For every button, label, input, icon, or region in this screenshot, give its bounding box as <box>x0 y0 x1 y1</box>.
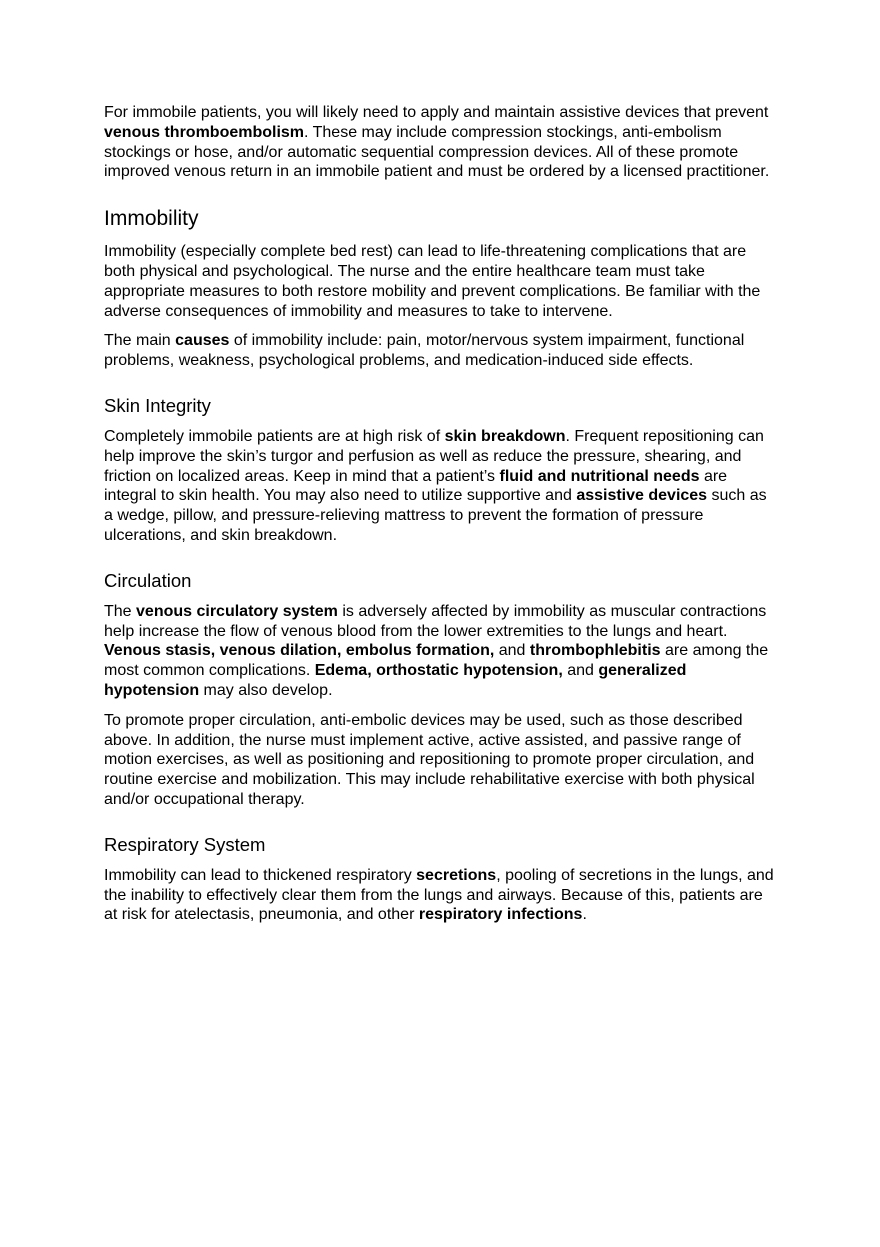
document-page <box>104 103 776 935</box>
bold-term: venous thromboembolism <box>104 123 305 141</box>
bold-term: fluid and nutritional needs <box>499 467 700 485</box>
bold-term: assistive devices <box>576 487 708 505</box>
bold-term: Edema, orthostatic hypotension, <box>314 662 563 680</box>
bold-term: generalized hypotension <box>104 662 687 699</box>
respiratory-paragraph: Immobility can lead to thickened respiratory secretions, pooling of secretions in the lungs, and the inability to effectively clear them from the lungs and airways. Because of this, patients are at risk for atelectasis, pneumonia, and other respiratory infections. <box>104 866 774 924</box>
section-heading-circulation: Circulation <box>104 569 192 591</box>
bold-term: venous circulatory system <box>136 602 338 620</box>
section-heading-skin-integrity: Skin Integrity <box>104 394 211 416</box>
section-heading-immobility: Immobility <box>104 207 199 231</box>
bold-term: secretions <box>416 866 497 884</box>
bold-term: respiratory infections <box>418 906 583 924</box>
immobility-paragraph-1: Immobility (especially complete bed rest) can lead to life-threatening complications that are both physical and psychological. The nurse and the entire healthcare team must take appropriate measures to both restore mobility and prevent complications. Be familiar with the adverse consequences of immobility and measures to take to intervene. <box>104 243 761 320</box>
bold-term: Venous stasis, venous dilation, embolus formation, <box>104 642 495 660</box>
circulation-paragraph-1: The venous circulatory system is adversely affected by immobility as muscular contractions help increase the flow of venous blood from the lower extremities to the lungs and heart. Venous stasis, venous dilation, embolus formation, and thrombophlebitis are among the most common complications. Edema, orthostatic hypotension, and generalized hypotension may also develop. <box>104 602 769 699</box>
section-heading-respiratory-system: Respiratory System <box>104 833 266 855</box>
skin-integrity-paragraph: Completely immobile patients are at high risk of skin breakdown. Frequent repositioning can help improve the skin’s turgor and perfusion as well as reduce the pressure, shearing, and friction on localized areas. Keep in mind that a patient’s fluid and nutritional needs are integral to skin health. You may also need to utilize supportive and assistive devices such as a wedge, pillow, and pressure-relieving mattress to prevent the formation of pressure ulcerations, and skin breakdown. <box>104 427 767 544</box>
bold-term: skin breakdown <box>444 427 566 445</box>
circulation-paragraph-2: To promote proper circulation, anti-embolic devices may be used, such as those described above. In addition, the nurse must implement active, active assisted, and passive range of motion exercises, as well as positioning and repositioning to promote proper circulation, and routine exercise and mobilization. This may include rehabilitative exercise with both physical and/or occupational therapy. <box>104 711 755 808</box>
bold-term: thrombophlebitis <box>529 642 661 660</box>
bold-term: causes <box>175 332 230 350</box>
intro-paragraph: For immobile patients, you will likely need to apply and maintain assistive devices that prevent venous thromboembolism. These may include compression stockings, anti-embolism stockings or hose, and/or automatic sequential compression devices. All of these promote improved venous return in an immobile patient and must be ordered by a licensed practitioner. <box>104 104 770 181</box>
immobility-paragraph-causes: The main causes of immobility include: pain, motor/nervous system impairment, functional problems, weakness, psychological problems, and medication-induced side effects. <box>104 332 745 370</box>
